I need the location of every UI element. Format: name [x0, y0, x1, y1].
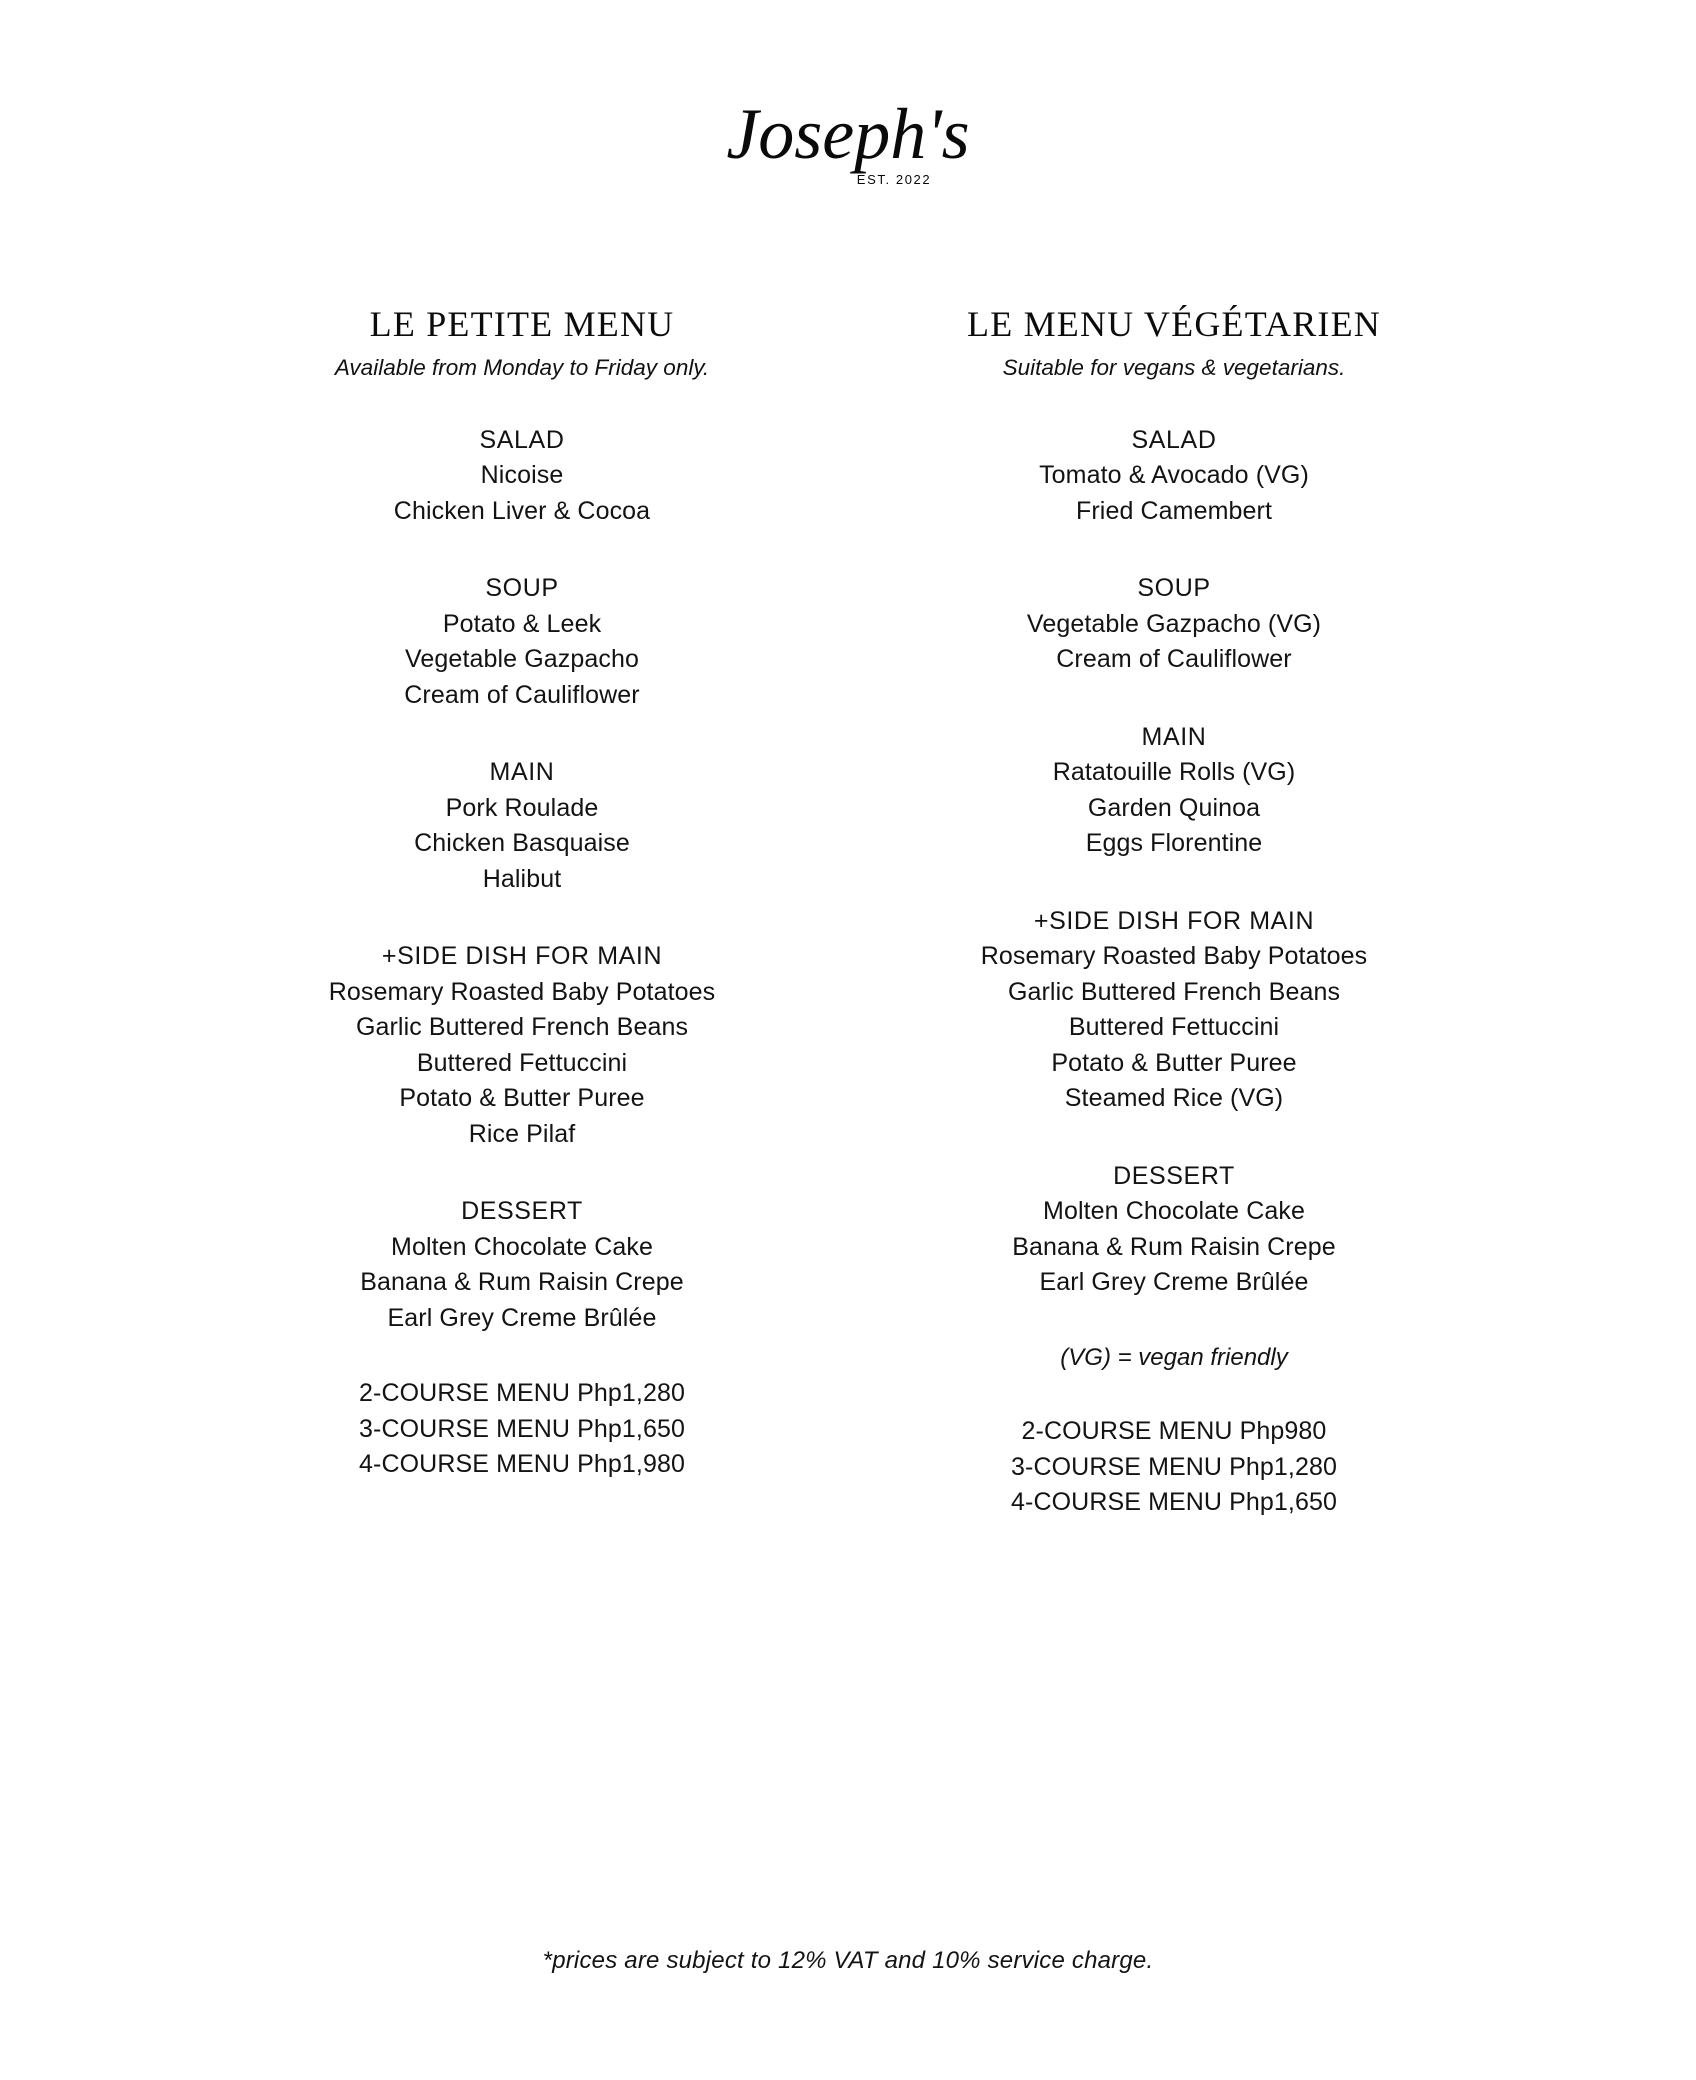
menu-item: Chicken Liver & Cocoa	[393, 496, 651, 525]
section-heading: SOUP	[1137, 574, 1211, 603]
menu-section-salad	[914, 423, 1434, 530]
price-line: 2-COURSE MENU Php980	[1021, 1417, 1327, 1446]
price-block-vegetarien	[914, 1414, 1434, 1521]
menu-column-vegetarien	[914, 306, 1434, 1521]
section-heading: MAIN	[1141, 722, 1207, 751]
menu-item: Rosemary Roasted Baby Potatoes	[980, 942, 1368, 971]
menu-item: Tomato & Avocado (VG)	[1039, 461, 1309, 490]
brand-logo	[0, 62, 1696, 222]
menu-item: Cream of Cauliflower	[1056, 645, 1292, 674]
section-heading: SALAD	[479, 425, 565, 454]
menu-column-petite	[262, 306, 782, 1483]
section-heading: +SIDE DISH FOR MAIN	[381, 942, 663, 971]
menu-item: Cream of Cauliflower	[404, 680, 640, 709]
section-heading: SOUP	[485, 574, 559, 603]
menu-title-petite: LE PETITE MENU	[369, 304, 675, 344]
menu-item: Chicken Basquaise	[414, 829, 630, 858]
menu-item: Buttered Fettuccini	[416, 1048, 628, 1077]
menu-item: Fried Camembert	[1076, 496, 1272, 525]
menu-item: Garlic Buttered French Beans	[355, 1013, 689, 1042]
price-line: 3-COURSE MENU Php1,280	[1011, 1452, 1337, 1481]
brand-established: EST. 2022	[856, 172, 932, 187]
menu-item: Garden Quinoa	[1087, 793, 1261, 822]
menu-item: Earl Grey Creme Brûlée	[387, 1303, 657, 1332]
menu-section-dessert	[914, 1159, 1434, 1301]
menu-item: Rosemary Roasted Baby Potatoes	[328, 977, 716, 1006]
menu-item: Vegetable Gazpacho (VG)	[1026, 609, 1322, 638]
price-line: 3-COURSE MENU Php1,650	[359, 1414, 685, 1443]
price-block-petite	[262, 1376, 782, 1483]
menu-item: Banana & Rum Raisin Crepe	[360, 1268, 684, 1297]
menu-item: Potato & Butter Puree	[399, 1084, 645, 1113]
menu-item: Banana & Rum Raisin Crepe	[1012, 1232, 1336, 1261]
section-heading: DESSERT	[1113, 1161, 1235, 1190]
menu-item: Garlic Buttered French Beans	[1007, 977, 1341, 1006]
price-line: 4-COURSE MENU Php1,980	[359, 1450, 685, 1479]
menu-section-dessert	[262, 1194, 782, 1336]
menu-item: Potato & Leek	[442, 609, 602, 638]
menu-section-soup	[262, 571, 782, 713]
brand-name: Joseph's	[726, 94, 970, 174]
section-heading: DESSERT	[461, 1197, 583, 1226]
menu-section-side-dish	[262, 939, 782, 1152]
menu-subtitle-vegetarien: Suitable for vegans & vegetarians.	[1002, 355, 1346, 380]
menu-item: Ratatouille Rolls (VG)	[1052, 758, 1296, 787]
vegan-friendly-note: (VG) = vegan friendly	[1060, 1343, 1288, 1371]
menu-item: Potato & Butter Puree	[1051, 1048, 1297, 1077]
section-heading: MAIN	[489, 758, 555, 787]
menu-item: Halibut	[482, 864, 562, 893]
menu-item: Buttered Fettuccini	[1068, 1013, 1280, 1042]
price-line: 2-COURSE MENU Php1,280	[359, 1379, 685, 1408]
menu-columns	[0, 306, 1696, 1521]
joseph-script-logo	[698, 72, 998, 212]
menu-section-salad	[262, 423, 782, 530]
section-heading: SALAD	[1131, 425, 1217, 454]
menu-section-side-dish	[914, 904, 1434, 1117]
menu-item: Nicoise	[480, 461, 564, 490]
menu-item: Molten Chocolate Cake	[391, 1232, 653, 1261]
menu-section-soup	[914, 571, 1434, 678]
menu-subtitle-petite: Available from Monday to Friday only.	[334, 355, 710, 380]
price-line: 4-COURSE MENU Php1,650	[1011, 1488, 1337, 1517]
menu-item: Molten Chocolate Cake	[1043, 1197, 1305, 1226]
menu-item: Earl Grey Creme Brûlée	[1039, 1268, 1309, 1297]
menu-section-main	[262, 755, 782, 897]
menu-item: Pork Roulade	[445, 793, 599, 822]
menu-item: Vegetable Gazpacho	[405, 645, 639, 674]
menu-title-vegetarien: LE MENU VÉGÉTARIEN	[967, 304, 1381, 344]
menu-item: Rice Pilaf	[468, 1119, 576, 1148]
price-disclaimer: *prices are subject to 12% VAT and 10% service charge.	[542, 1947, 1154, 1974]
menu-item: Steamed Rice (VG)	[1064, 1084, 1284, 1113]
menu-section-main	[914, 720, 1434, 862]
section-heading: +SIDE DISH FOR MAIN	[1033, 906, 1315, 935]
menu-item: Eggs Florentine	[1085, 829, 1263, 858]
